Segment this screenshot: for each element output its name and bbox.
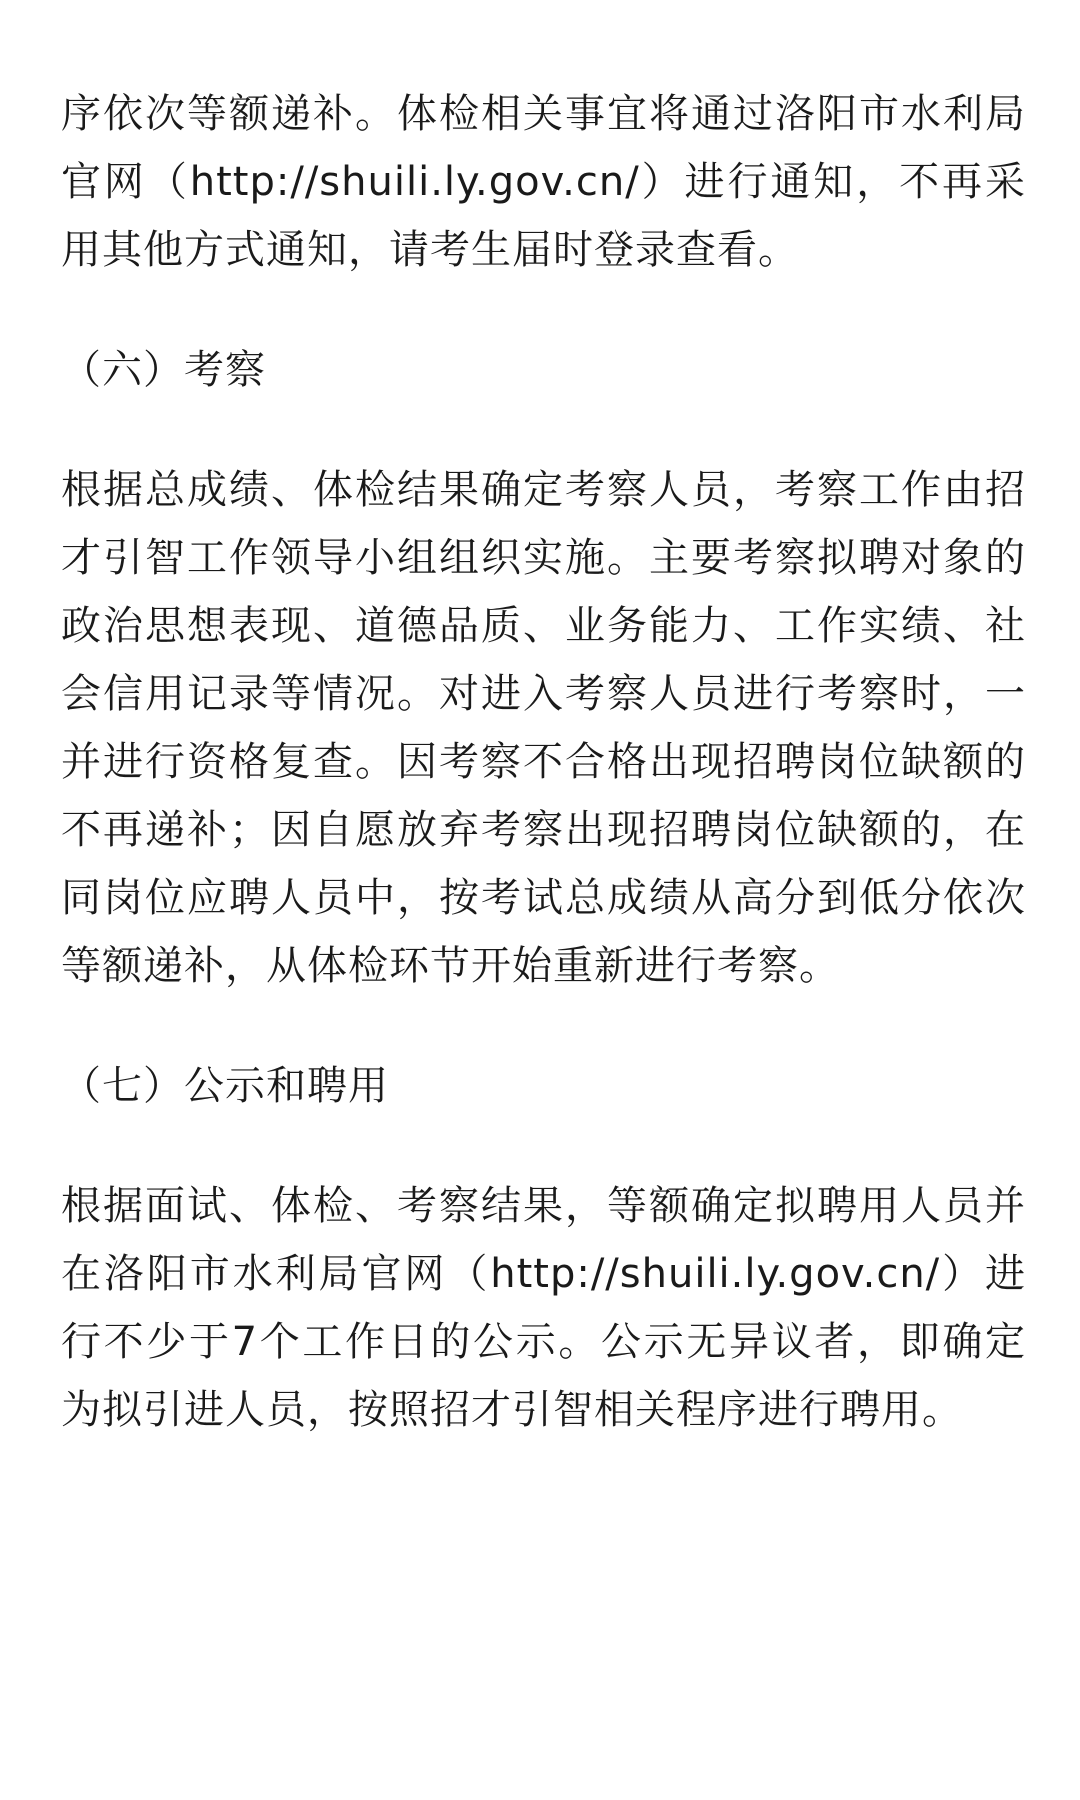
paragraph-physical-exam-notice: 序依次等额递补。体检相关事宜将通过洛阳市水利局官网（http://shuili.ly.gov.cn/）进行通知，不再采用其他方式通知，请考生届时登录查看。	[61, 91, 1026, 273]
paragraph-gap	[61, 1120, 1026, 1172]
paragraph-publicity-hiring: 根据面试、体检、考察结果，等额确定拟聘用人员并在洛阳市水利局官网（http://shuili.ly.gov.cn/）进行不少于7个工作日的公示。公示无异议者，即确定为拟引进人员，按照招才引智相关程序进行聘用。	[61, 1183, 1026, 1433]
paragraph-gap	[61, 1000, 1026, 1052]
section-heading-inspection: （六）考察	[61, 347, 266, 393]
section-heading-publicity-hiring: （七）公示和聘用	[61, 1063, 389, 1109]
paragraph-inspection: 根据总成绩、体检结果确定考察人员，考察工作由招才引智工作领导小组组织实施。主要考察拟聘对象的政治思想表现、道德品质、业务能力、工作实绩、社会信用记录等情况。对进入考察人员进行考察时，一并进行资格复查。因考察不合格出现招聘岗位缺额的不再递补；因自愿放弃考察出现招聘岗位缺额的，在同岗位应聘人员中，按考试总成绩从高分到低分依次等额递补，从体检环节开始重新进行考察。	[61, 467, 1026, 989]
paragraph-gap	[61, 284, 1026, 336]
article-body	[61, 80, 1026, 1444]
paragraph-gap	[61, 404, 1026, 456]
